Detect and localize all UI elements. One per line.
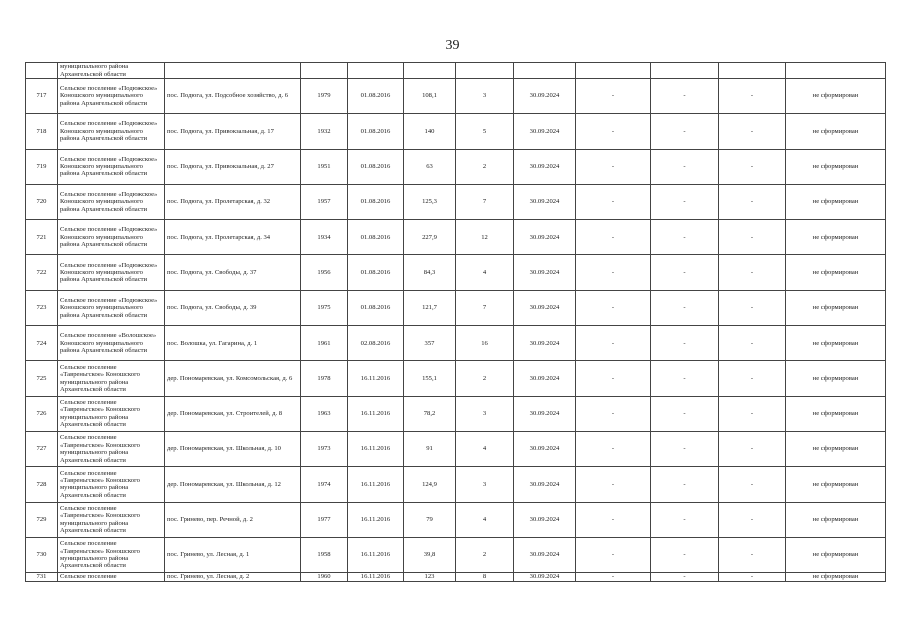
- cell-status: не сформирован: [786, 220, 886, 255]
- cell-col10: -: [651, 326, 719, 361]
- table-row: [26, 114, 886, 149]
- cell-residents: 7: [456, 290, 514, 325]
- cell-area: 155,1: [404, 361, 456, 396]
- cell-residents: 12: [456, 220, 514, 255]
- cell-num: 723: [26, 290, 58, 325]
- cell-area: 39,8: [404, 537, 456, 572]
- cell-status: не сформирован: [786, 502, 886, 537]
- cell-num: 731: [26, 573, 58, 582]
- cell-col11: -: [719, 255, 786, 290]
- cell-date: 16.11.2016: [348, 396, 404, 431]
- cell-address: пос. Подюга, ул. Привокзальная, д. 17: [165, 114, 301, 149]
- cell-col11: -: [719, 431, 786, 466]
- cell-col11: -: [719, 184, 786, 219]
- cell-col10: -: [651, 149, 719, 184]
- table-row: [26, 502, 886, 537]
- cell-col10: -: [651, 361, 719, 396]
- cell-num: 725: [26, 361, 58, 396]
- cell-organization: Сельское поселение: [58, 573, 165, 582]
- cell-area: 227,9: [404, 220, 456, 255]
- cell-deadline: 30.09.2024: [514, 114, 576, 149]
- cell-year: 1974: [301, 467, 348, 502]
- page-number: 39: [445, 38, 460, 53]
- cell-residents: 2: [456, 149, 514, 184]
- cell-col9: -: [576, 114, 651, 149]
- cell-organization: Сельское поселение «Подюжское» Коношского муниципального района Архангельской области: [58, 220, 165, 255]
- table-row: [26, 149, 886, 184]
- cell-col9: -: [576, 184, 651, 219]
- cell-date: 01.08.2016: [348, 290, 404, 325]
- cell-col11: -: [719, 502, 786, 537]
- cell-address: пос. Гринево, ул. Лесная, д. 2: [165, 573, 301, 582]
- cell-year: 1932: [301, 114, 348, 149]
- cell-col9: -: [576, 326, 651, 361]
- cell-col10: -: [651, 255, 719, 290]
- cell-address: пос. Гринево, пер. Речной, д. 2: [165, 502, 301, 537]
- cell-address: дер. Пономаревская, ул. Комсомольская, д. 6: [165, 361, 301, 396]
- cell-year: 1934: [301, 220, 348, 255]
- cell-num: 728: [26, 467, 58, 502]
- cell-area: 79: [404, 502, 456, 537]
- cell-address: пос. Подюга, ул. Пролетарская, д. 32: [165, 184, 301, 219]
- table-row: [26, 361, 886, 396]
- cell-area: 123: [404, 573, 456, 582]
- cell-address: пос. Подюга, ул. Привокзальная, д. 27: [165, 149, 301, 184]
- cell-status: не сформирован: [786, 431, 886, 466]
- cell-num: 730: [26, 537, 58, 572]
- cell-year: 1977: [301, 502, 348, 537]
- cell-col10: -: [651, 573, 719, 582]
- cell-organization: Сельское поселение «Тавреньгское» Коношского муниципального района Архангельской области: [58, 396, 165, 431]
- cell-area: 108,1: [404, 79, 456, 114]
- cell-address: дер. Пономаревская, ул. Строителей, д. 8: [165, 396, 301, 431]
- table-row: [26, 255, 886, 290]
- cell-status: не сформирован: [786, 79, 886, 114]
- cell-col9: -: [576, 396, 651, 431]
- cell-area: 140: [404, 114, 456, 149]
- cell-address: дер. Пономаревская, ул. Школьная, д. 12: [165, 467, 301, 502]
- cell-date: 02.08.2016: [348, 326, 404, 361]
- table-row: [26, 431, 886, 466]
- cell-address: пос. Подюга, ул. Подсобное хозяйство, д. 6: [165, 79, 301, 114]
- cell-address: дер. Пономаревская, ул. Школьная, д. 10: [165, 431, 301, 466]
- cell-organization: Сельское поселение «Волошское» Коношского муниципального района Архангельской области: [58, 326, 165, 361]
- cell-date: 01.08.2016: [348, 149, 404, 184]
- cell-address: пос. Подюга, ул. Свободы, д. 39: [165, 290, 301, 325]
- cell-residents: 16: [456, 326, 514, 361]
- cell-col10: -: [651, 220, 719, 255]
- cell-status: не сформирован: [786, 255, 886, 290]
- cell-num: 718: [26, 114, 58, 149]
- cell-date: 01.08.2016: [348, 220, 404, 255]
- cell-col10: -: [651, 467, 719, 502]
- cell-status: не сформирован: [786, 467, 886, 502]
- cell-date: 16.11.2016: [348, 537, 404, 572]
- cell-date: 01.08.2016: [348, 114, 404, 149]
- cell-col11: -: [719, 573, 786, 582]
- cell-col9: -: [576, 502, 651, 537]
- cell-col9: -: [576, 255, 651, 290]
- cell-area: 84,3: [404, 255, 456, 290]
- cell-date: 01.08.2016: [348, 255, 404, 290]
- cell-col11: -: [719, 467, 786, 502]
- cell-status: не сформирован: [786, 184, 886, 219]
- cell-residents: 2: [456, 361, 514, 396]
- cell-address: пос. Волошка, ул. Гагарина, д. 1: [165, 326, 301, 361]
- cell-col9: -: [576, 361, 651, 396]
- cell-deadline: 30.09.2024: [514, 184, 576, 219]
- table-row: [26, 184, 886, 219]
- cell-col10: -: [651, 114, 719, 149]
- cell-col11: -: [719, 149, 786, 184]
- cell-col10: -: [651, 537, 719, 572]
- cell-date: 16.11.2016: [348, 573, 404, 582]
- cell-year: 1956: [301, 255, 348, 290]
- cell-date: 01.08.2016: [348, 184, 404, 219]
- cell-num: 720: [26, 184, 58, 219]
- cell-organization: Сельское поселение «Подюжское» Коношского муниципального района Архангельской области: [58, 290, 165, 325]
- cell-status: не сформирован: [786, 361, 886, 396]
- cell-area: 78,2: [404, 396, 456, 431]
- cell-col11: -: [719, 114, 786, 149]
- cell-num: 721: [26, 220, 58, 255]
- table-row: [26, 467, 886, 502]
- housing-register-table: [25, 62, 886, 582]
- cell-residents: 5: [456, 114, 514, 149]
- cell-col9: -: [576, 79, 651, 114]
- cell-col9: -: [576, 290, 651, 325]
- cell-deadline: 30.09.2024: [514, 149, 576, 184]
- cell-date: 16.11.2016: [348, 502, 404, 537]
- table-row: [26, 220, 886, 255]
- cell-deadline: 30.09.2024: [514, 537, 576, 572]
- table-row: [26, 290, 886, 325]
- cell-col11: -: [719, 220, 786, 255]
- cell-year: 1978: [301, 361, 348, 396]
- cell-num: 722: [26, 255, 58, 290]
- cell-num: 717: [26, 79, 58, 114]
- cell-organization: Сельское поселение «Тавреньгское» Коношского муниципального района Архангельской области: [58, 467, 165, 502]
- cell-date: 16.11.2016: [348, 467, 404, 502]
- cell-col9: -: [576, 220, 651, 255]
- cell-date: 01.08.2016: [348, 79, 404, 114]
- cell-deadline: 30.09.2024: [514, 573, 576, 582]
- cell-area: 124,9: [404, 467, 456, 502]
- cell-area: 121,7: [404, 290, 456, 325]
- cell-status: не сформирован: [786, 573, 886, 582]
- cell-area: 91: [404, 431, 456, 466]
- cell-deadline: 30.09.2024: [514, 255, 576, 290]
- cell-address: пос. Подюга, ул. Пролетарская, д. 34: [165, 220, 301, 255]
- cell-col9: -: [576, 431, 651, 466]
- cell-date: 16.11.2016: [348, 431, 404, 466]
- cell-col10: -: [651, 502, 719, 537]
- table-row: [26, 573, 886, 582]
- cell-deadline: 30.09.2024: [514, 396, 576, 431]
- cell-status: не сформирован: [786, 114, 886, 149]
- cell-residents: 3: [456, 467, 514, 502]
- cell-residents: 7: [456, 184, 514, 219]
- cell-year: 1951: [301, 149, 348, 184]
- cell-status: не сформирован: [786, 326, 886, 361]
- table-row: [26, 537, 886, 572]
- cell-col10: -: [651, 79, 719, 114]
- cell-year: 1957: [301, 184, 348, 219]
- cell-residents: 8: [456, 573, 514, 582]
- cell-date: 16.11.2016: [348, 361, 404, 396]
- cell-organization: Сельское поселение «Тавреньгское» Коношского муниципального района Архангельской области: [58, 537, 165, 572]
- cell-deadline: 30.09.2024: [514, 326, 576, 361]
- cell-organization: Сельское поселение «Подюжское» Коношского муниципального района Архангельской области: [58, 184, 165, 219]
- cell-area: 63: [404, 149, 456, 184]
- cell-year: 1961: [301, 326, 348, 361]
- table-row: [26, 326, 886, 361]
- cell-residents: 4: [456, 502, 514, 537]
- cell-col11: -: [719, 537, 786, 572]
- cell-status: не сформирован: [786, 537, 886, 572]
- cell-area: 125,3: [404, 184, 456, 219]
- cell-status: не сформирован: [786, 396, 886, 431]
- cell-residents: 3: [456, 396, 514, 431]
- cell-col11: -: [719, 290, 786, 325]
- cell-organization: Сельское поселение «Тавреньгское» Коношского муниципального района Архангельской области: [58, 361, 165, 396]
- cell-col9: -: [576, 467, 651, 502]
- cell-residents: 4: [456, 255, 514, 290]
- cell-col9: -: [576, 573, 651, 582]
- cell-num: 726: [26, 396, 58, 431]
- cell-organization: Сельское поселение «Подюжское» Коношского муниципального района Архангельской области: [58, 149, 165, 184]
- cell-deadline: 30.09.2024: [514, 220, 576, 255]
- cell-address: пос. Гринево, ул. Лесная, д. 1: [165, 537, 301, 572]
- cell-residents: 2: [456, 537, 514, 572]
- cell-organization: муниципального района Архангельской области: [58, 63, 165, 79]
- continuation-row: [26, 63, 886, 79]
- cell-organization: Сельское поселение «Тавреньгское» Коношского муниципального района Архангельской области: [58, 431, 165, 466]
- cell-col11: -: [719, 396, 786, 431]
- cell-col10: -: [651, 184, 719, 219]
- cell-num: 727: [26, 431, 58, 466]
- cell-address: пос. Подюга, ул. Свободы, д. 37: [165, 255, 301, 290]
- cell-col10: -: [651, 290, 719, 325]
- cell-deadline: 30.09.2024: [514, 290, 576, 325]
- cell-col11: -: [719, 326, 786, 361]
- cell-organization: Сельское поселение «Подюжское» Коношского муниципального района Архангельской области: [58, 114, 165, 149]
- cell-area: 357: [404, 326, 456, 361]
- cell-year: 1963: [301, 396, 348, 431]
- cell-year: 1973: [301, 431, 348, 466]
- cell-residents: 4: [456, 431, 514, 466]
- table-row: [26, 396, 886, 431]
- cell-deadline: 30.09.2024: [514, 502, 576, 537]
- cell-status: не сформирован: [786, 290, 886, 325]
- cell-deadline: 30.09.2024: [514, 79, 576, 114]
- cell-col10: -: [651, 431, 719, 466]
- cell-residents: 3: [456, 79, 514, 114]
- cell-year: 1958: [301, 537, 348, 572]
- cell-year: 1975: [301, 290, 348, 325]
- table-row: [26, 79, 886, 114]
- cell-year: 1960: [301, 573, 348, 582]
- cell-deadline: 30.09.2024: [514, 361, 576, 396]
- cell-col9: -: [576, 149, 651, 184]
- cell-organization: Сельское поселение «Тавреньгское» Коношского муниципального района Архангельской области: [58, 502, 165, 537]
- cell-col9: -: [576, 537, 651, 572]
- cell-deadline: 30.09.2024: [514, 431, 576, 466]
- cell-col11: -: [719, 79, 786, 114]
- cell-num: [26, 63, 58, 79]
- cell-organization: Сельское поселение «Подюжское» Коношского муниципального района Архангельской области: [58, 79, 165, 114]
- cell-organization: Сельское поселение «Подюжское» Коношского муниципального района Архангельской области: [58, 255, 165, 290]
- cell-col10: -: [651, 396, 719, 431]
- cell-deadline: 30.09.2024: [514, 467, 576, 502]
- cell-status: не сформирован: [786, 149, 886, 184]
- cell-num: 729: [26, 502, 58, 537]
- cell-col11: -: [719, 361, 786, 396]
- cell-num: 719: [26, 149, 58, 184]
- cell-year: 1979: [301, 79, 348, 114]
- cell-num: 724: [26, 326, 58, 361]
